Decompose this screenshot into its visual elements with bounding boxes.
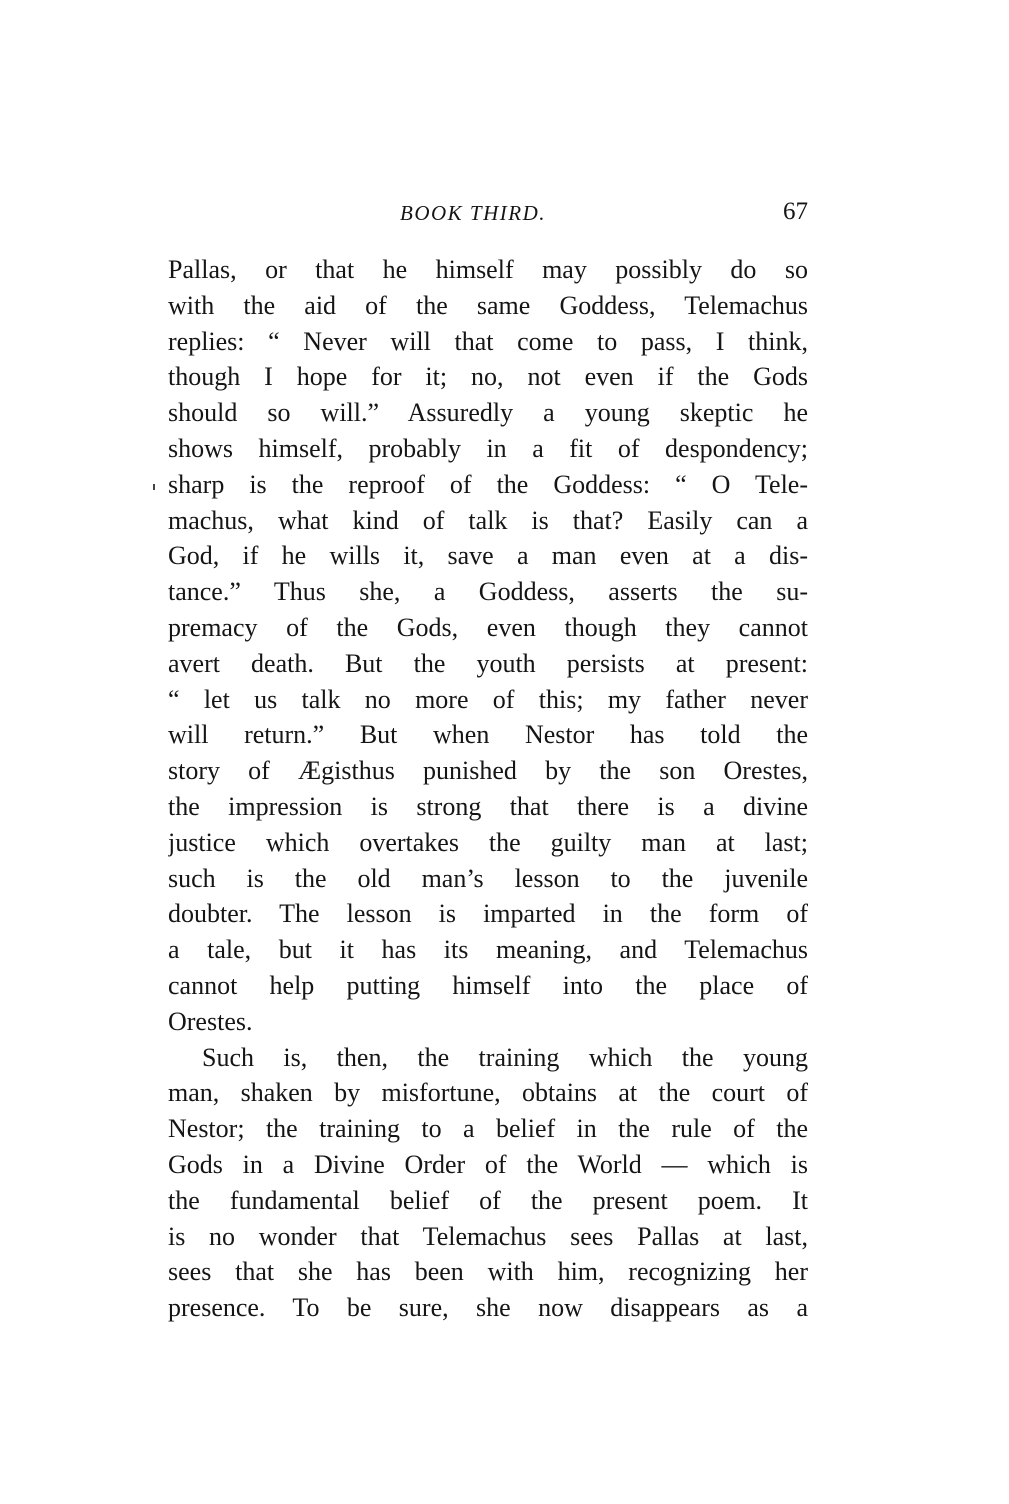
text-line: Pallas, or that he himself may possibly do so [168,255,808,284]
text-line: justice which overtakes the guilty man at last; [168,827,808,857]
page-header [168,200,808,230]
text-line: Nestor; the training to a belief in the rule of the [168,1114,808,1144]
text-line: should so will.” Assuredly a young skeptic he [168,398,808,428]
margin-mark [153,484,155,490]
page-number: 67 [783,198,808,225]
text-line: cannot help putting himself into the place of [168,970,808,1000]
running-title: BOOK THIRD. [400,201,546,225]
text-line: machus, what kind of talk is that? Easily can a [168,505,808,535]
text-line: such is the old man’s lesson to the juvenile [168,863,808,893]
text-line: “ let us talk no more of this; my father never [168,684,808,714]
text-line: story of Ægisthus punished by the son Orestes, [168,756,808,786]
text-line: Gods in a Divine Order of the World — which is [168,1149,808,1179]
text-line: avert death. But the youth persists at present: [168,648,808,678]
paragraph-1 [168,252,808,1040]
text-line: presence. To be sure, she now disappears as a [168,1293,808,1323]
text-line: a tale, but it has its meaning, and Telemachus [168,935,808,965]
text-line: premacy of the Gods, even though they cannot [168,612,808,642]
text-line: the impression is strong that there is a divine [168,791,808,821]
text-line: is no wonder that Telemachus sees Pallas at last, [168,1221,808,1251]
text-line: shows himself, probably in a fit of despondency; [168,433,808,463]
text-line: though I hope for it; no, not even if the Gods [168,362,808,392]
text-line: man, shaken by misfortune, obtains at the court of [168,1078,808,1108]
text-line: sharp is the reproof of the Goddess: “ O Tele- [168,469,808,499]
text-line: the fundamental belief of the present poem. It [168,1185,808,1215]
text-line: God, if he wills it, save a man even at a dis- [168,541,808,571]
text-line: will return.” But when Nestor has told the [168,720,808,750]
text-line: doubter. The lesson is imparted in the form of [168,899,808,929]
text-line: with the aid of the same Goddess, Telemachus [168,290,808,320]
paragraph-2 [168,1040,808,1326]
text-line: sees that she has been with him, recognizing her [168,1257,808,1287]
text-line: replies: “ Never will that come to pass, I think, [168,326,808,356]
text-line: Such is, then, the training which the young [202,1042,808,1072]
text-line: Orestes. [168,1006,253,1036]
body-text [168,252,808,1326]
text-line: tance.” Thus she, a Goddess, asserts the su- [168,577,808,607]
